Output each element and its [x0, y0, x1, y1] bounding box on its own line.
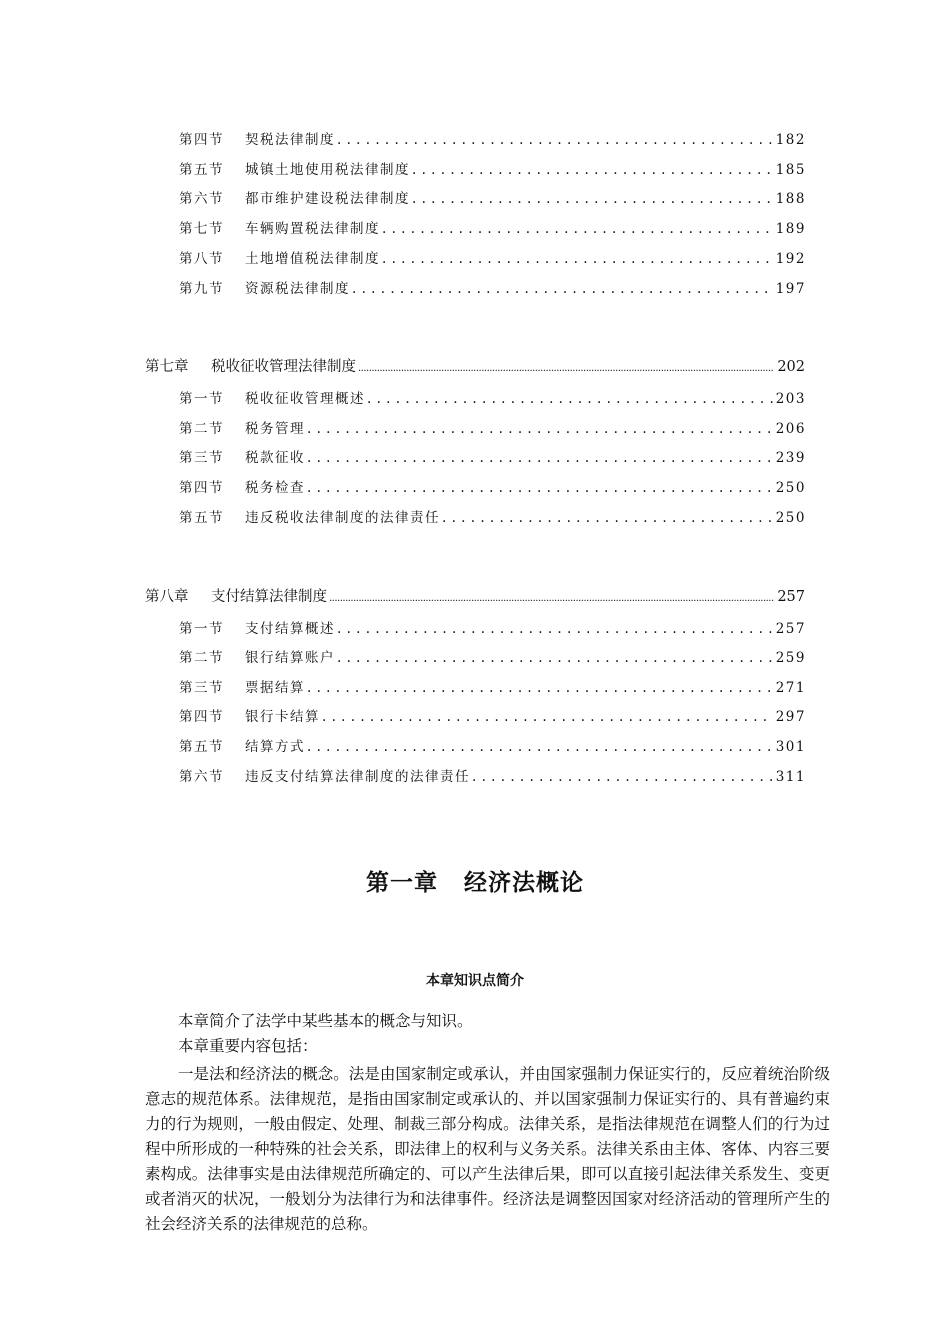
section-number: 第二节 [179, 421, 224, 437]
section-title: 银行卡结算 [245, 709, 320, 725]
toc-section-row[interactable] [179, 476, 806, 498]
section-title: 契税法律制度 [245, 132, 335, 148]
toc-section-row[interactable] [179, 128, 806, 150]
dot-leader [412, 162, 773, 178]
page-number: 257 [775, 621, 806, 637]
section-number: 第五节 [179, 739, 224, 755]
page-number: 257 [777, 589, 805, 605]
toc-section-row[interactable] [179, 676, 806, 698]
dot-leader [382, 221, 773, 237]
section-title: 税务检查 [245, 480, 305, 496]
page-number: 203 [775, 391, 806, 407]
section-number: 第二节 [179, 650, 224, 666]
section-title: 税收征收管理概述 [245, 391, 365, 407]
page-number: 301 [775, 739, 806, 755]
page-number: 271 [775, 680, 806, 696]
section-number: 第一节 [179, 621, 224, 637]
section-number: 第八节 [179, 251, 224, 267]
toc-section-row[interactable] [179, 187, 806, 209]
section-title: 都市维护建设税法律制度 [245, 191, 410, 207]
section-title: 税款征收 [245, 450, 305, 466]
dot-leader [307, 480, 773, 496]
chapter-heading-title: 经济法概论 [464, 870, 584, 896]
body-paragraph: 本章重要内容包括： [178, 1037, 318, 1055]
dot-leader [382, 251, 773, 267]
body-paragraph: 本章简介了法学中某些基本的概念与知识。 [178, 1012, 473, 1030]
section-number: 第四节 [179, 132, 224, 148]
page-number: 311 [775, 769, 806, 785]
toc-section-row[interactable] [179, 735, 806, 757]
toc-section-row[interactable] [179, 158, 806, 180]
section-number: 第四节 [179, 709, 224, 725]
toc-chapter-row[interactable] [145, 585, 805, 607]
dot-leader [352, 281, 773, 297]
chapter-number: 第八章 [145, 589, 189, 605]
page-number: 189 [775, 221, 806, 237]
dot-leader [337, 621, 773, 637]
section-title: 违反支付结算法律制度的法律责任 [245, 769, 470, 785]
section-title: 违反税收法律制度的法律责任 [245, 510, 440, 526]
dot-leader [412, 191, 773, 207]
page-number: 197 [775, 281, 806, 297]
page-number: 259 [775, 650, 806, 666]
dot-leader [322, 709, 773, 725]
dot-leader [307, 739, 773, 755]
toc-section-row[interactable] [179, 277, 806, 299]
dot-leader [337, 132, 773, 148]
section-title: 税务管理 [245, 421, 305, 437]
section-number: 第一节 [179, 391, 224, 407]
toc-section-row[interactable] [179, 705, 806, 727]
toc-section-row[interactable] [179, 247, 806, 269]
toc-section-row[interactable] [179, 217, 806, 239]
section-number: 第三节 [179, 680, 224, 696]
section-title: 车辆购置税法律制度 [245, 221, 380, 237]
dot-leader [358, 359, 774, 375]
toc-chapter-row[interactable] [145, 355, 805, 377]
page-number: 182 [775, 132, 806, 148]
section-number: 第三节 [179, 450, 224, 466]
section-number: 第五节 [179, 162, 224, 178]
section-number: 第五节 [179, 510, 224, 526]
page-number: 239 [775, 450, 806, 466]
page-number: 188 [775, 191, 806, 207]
dot-leader [307, 421, 773, 437]
section-title: 土地增值税法律制度 [245, 251, 380, 267]
section-title: 银行结算账户 [245, 650, 335, 666]
toc-section-row[interactable] [179, 506, 806, 528]
body-paragraph: 一是法和经济法的概念。法是由国家制定或承认，并由国家强制力保证实行的，反应着统治阶级意志的规范体系。法律规范，是指由国家制定或承认的、并以国家强制力保证实行的、具有普遍约束力的行为规则，一般由假定、处理、制裁三部分构成。法律关系，是指法律规范在调整人们的行为过程中所形成的一种特殊的社会关系，即法律上的权利与义务关系。法律关系由主体、客体、内容三要素构成。法律事实是由法律规范所确定的、可以产生法律后果，即可以直接引起法律关系发生、变更或者消灭的状况，一般划分为法律行为和法律事件。经济法是调整因国家对经济活动的管理所产生的社会经济关系的法律规范的总称。 [145, 1065, 830, 1233]
dot-leader [307, 680, 773, 696]
chapter-title: 税收征收管理法律制度 [211, 359, 356, 375]
chapter-heading [0, 864, 950, 897]
page-number: 206 [775, 421, 806, 437]
page-number: 297 [775, 709, 806, 725]
dot-leader [442, 510, 773, 526]
page-number: 250 [775, 480, 806, 496]
dot-leader [307, 450, 773, 466]
page-number: 202 [777, 359, 805, 375]
section-title: 票据结算 [245, 680, 305, 696]
dot-leader [329, 589, 774, 605]
chapter-number: 第七章 [145, 359, 189, 375]
toc-section-row[interactable] [179, 417, 806, 439]
dot-leader [337, 650, 773, 666]
intro-heading: 本章知识点简介 [426, 973, 524, 989]
section-title: 支付结算概述 [245, 621, 335, 637]
dot-leader [472, 769, 773, 785]
toc-section-row[interactable] [179, 646, 806, 668]
section-number: 第六节 [179, 769, 224, 785]
section-number: 第九节 [179, 281, 224, 297]
page-number: 192 [775, 251, 806, 267]
page-number: 250 [775, 510, 806, 526]
chapter-heading-number: 第一章 [366, 870, 438, 896]
toc-section-row[interactable] [179, 765, 806, 787]
chapter-title: 支付结算法律制度 [211, 589, 327, 605]
section-title: 资源税法律制度 [245, 281, 350, 297]
page-number: 185 [775, 162, 806, 178]
toc-section-row[interactable] [179, 387, 806, 409]
section-title: 结算方式 [245, 739, 305, 755]
section-number: 第六节 [179, 191, 224, 207]
dot-leader [367, 391, 773, 407]
toc-section-row[interactable] [179, 446, 806, 468]
toc-section-row[interactable] [179, 617, 806, 639]
section-number: 第七节 [179, 221, 224, 237]
section-title: 城镇土地使用税法律制度 [245, 162, 410, 178]
section-number: 第四节 [179, 480, 224, 496]
